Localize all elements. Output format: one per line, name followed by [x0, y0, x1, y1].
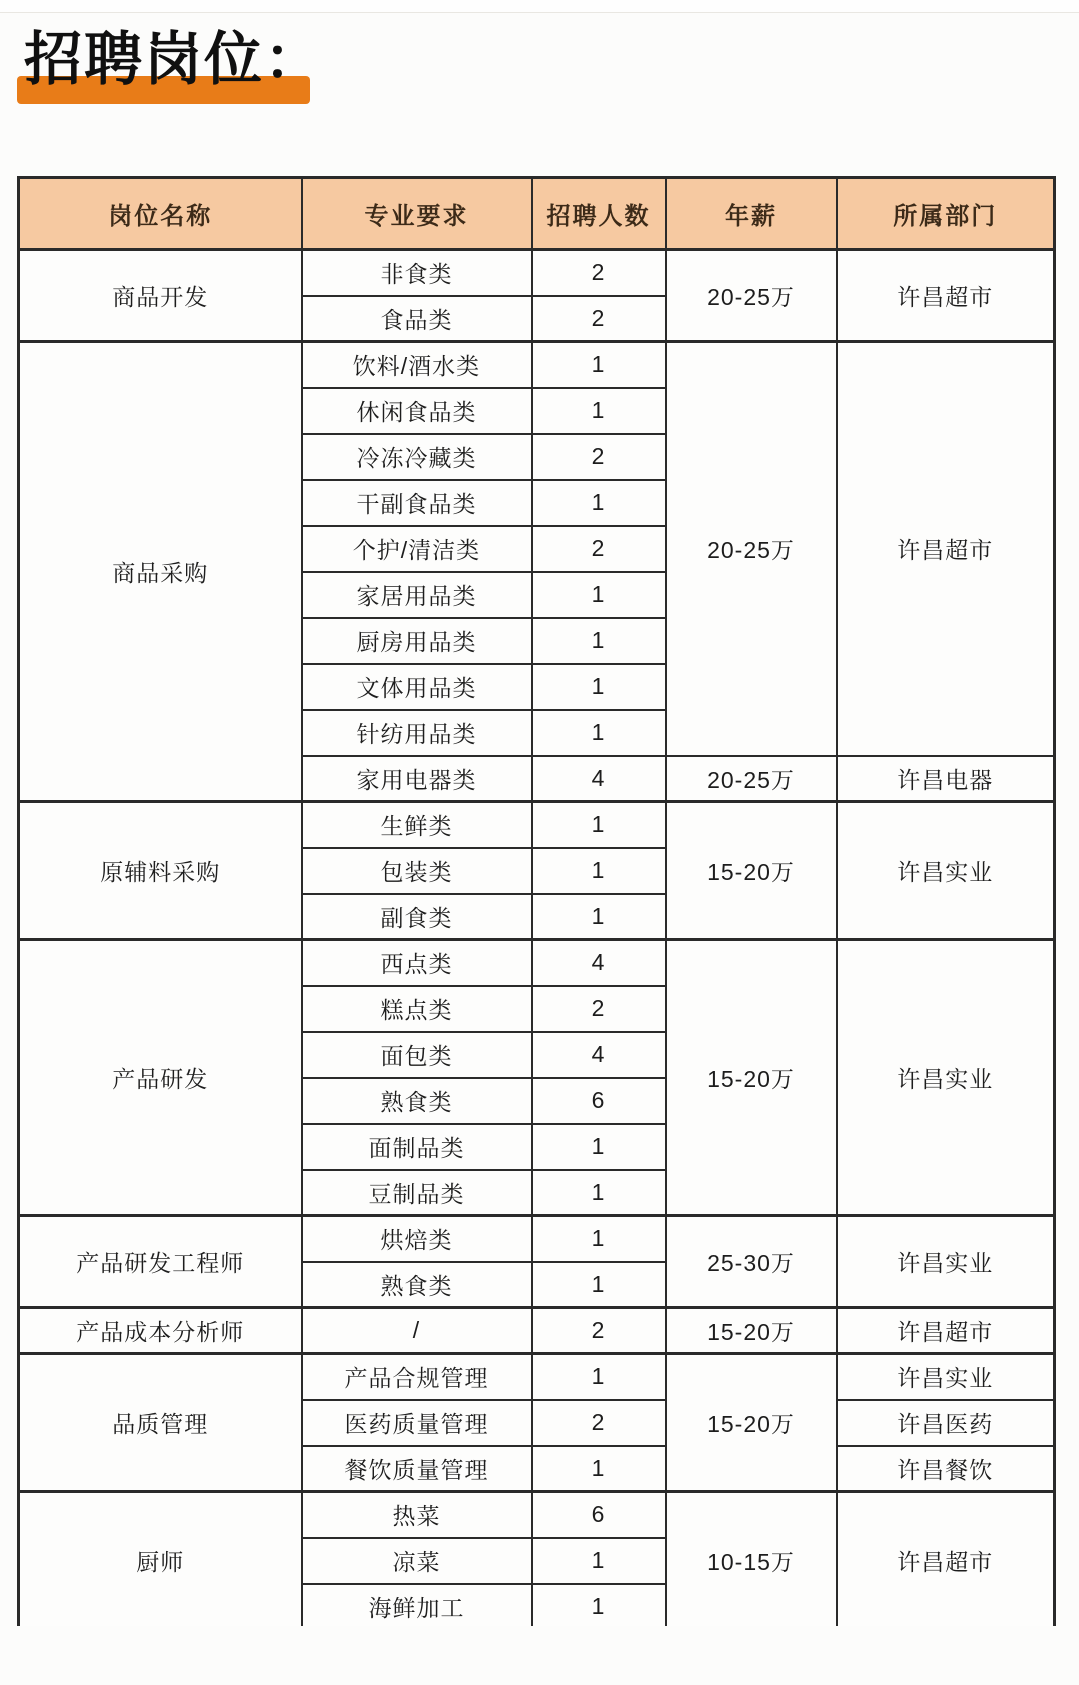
- column-header: 专业要求: [302, 178, 532, 250]
- table-header: [19, 178, 1055, 250]
- requirement-cell: 食品类: [302, 296, 532, 342]
- count-cell: 1: [532, 848, 666, 894]
- count-cell: 1: [532, 480, 666, 526]
- count-cell: 1: [532, 388, 666, 434]
- requirement-cell: 饮料/酒水类: [302, 342, 532, 388]
- page-title-text: 招聘岗位：: [24, 27, 325, 92]
- department-cell: 许昌电器: [837, 756, 1055, 802]
- requirement-cell: 凉菜: [302, 1538, 532, 1584]
- table-row: [19, 1354, 1055, 1400]
- count-cell: 1: [532, 1584, 666, 1627]
- table-row: [19, 250, 1055, 296]
- count-cell: 1: [532, 1262, 666, 1308]
- table-container: [17, 176, 1061, 1626]
- table-row: [19, 802, 1055, 848]
- column-header: 年薪: [666, 178, 837, 250]
- requirement-cell: 熟食类: [302, 1262, 532, 1308]
- count-cell: 2: [532, 296, 666, 342]
- requirement-cell: 面包类: [302, 1032, 532, 1078]
- department-cell: 许昌超市: [837, 1492, 1055, 1627]
- count-cell: 4: [532, 940, 666, 986]
- requirement-cell: /: [302, 1308, 532, 1354]
- position-cell: 产品研发工程师: [19, 1216, 302, 1308]
- table-row: [19, 342, 1055, 388]
- count-cell: 2: [532, 526, 666, 572]
- salary-cell: 15-20万: [666, 802, 837, 940]
- requirement-cell: 休闲食品类: [302, 388, 532, 434]
- department-cell: 许昌超市: [837, 1308, 1055, 1354]
- requirement-cell: 西点类: [302, 940, 532, 986]
- position-cell: 厨师: [19, 1492, 302, 1627]
- count-cell: 4: [532, 756, 666, 802]
- count-cell: 6: [532, 1078, 666, 1124]
- table-row: [19, 940, 1055, 986]
- table-row: [19, 1308, 1055, 1354]
- position-cell: 商品开发: [19, 250, 302, 342]
- count-cell: 1: [532, 618, 666, 664]
- salary-cell: 20-25万: [666, 250, 837, 342]
- table-row: [19, 1492, 1055, 1538]
- requirement-cell: 产品合规管理: [302, 1354, 532, 1400]
- count-cell: 2: [532, 1308, 666, 1354]
- requirement-cell: 冷冻冷藏类: [302, 434, 532, 480]
- department-cell: 许昌超市: [837, 342, 1055, 756]
- department-cell: 许昌实业: [837, 1354, 1055, 1400]
- department-cell: 许昌实业: [837, 802, 1055, 940]
- requirement-cell: 厨房用品类: [302, 618, 532, 664]
- table-body: [19, 250, 1055, 1627]
- department-cell: 许昌医药: [837, 1400, 1055, 1446]
- count-cell: 1: [532, 894, 666, 940]
- requirement-cell: 针纺用品类: [302, 710, 532, 756]
- position-cell: 品质管理: [19, 1354, 302, 1492]
- count-cell: 1: [532, 1216, 666, 1262]
- count-cell: 1: [532, 572, 666, 618]
- count-cell: 1: [532, 342, 666, 388]
- requirement-cell: 生鲜类: [302, 802, 532, 848]
- requirement-cell: 餐饮质量管理: [302, 1446, 532, 1492]
- count-cell: 2: [532, 434, 666, 480]
- count-cell: 2: [532, 1400, 666, 1446]
- position-cell: 产品成本分析师: [19, 1308, 302, 1354]
- salary-cell: 20-25万: [666, 756, 837, 802]
- requirement-cell: 热菜: [302, 1492, 532, 1538]
- requirement-cell: 文体用品类: [302, 664, 532, 710]
- recruitment-table: [17, 176, 1056, 1626]
- column-header: 岗位名称: [19, 178, 302, 250]
- count-cell: 1: [532, 802, 666, 848]
- requirement-cell: 非食类: [302, 250, 532, 296]
- count-cell: 2: [532, 986, 666, 1032]
- requirement-cell: 个护/清洁类: [302, 526, 532, 572]
- requirement-cell: 烘焙类: [302, 1216, 532, 1262]
- count-cell: 1: [532, 1446, 666, 1492]
- department-cell: 许昌实业: [837, 1216, 1055, 1308]
- column-header: 所属部门: [837, 178, 1055, 250]
- table-row: [19, 1216, 1055, 1262]
- department-cell: 许昌超市: [837, 250, 1055, 342]
- requirement-cell: 医药质量管理: [302, 1400, 532, 1446]
- salary-cell: 15-20万: [666, 1308, 837, 1354]
- count-cell: 1: [532, 710, 666, 756]
- requirement-cell: 面制品类: [302, 1124, 532, 1170]
- count-cell: 1: [532, 1354, 666, 1400]
- requirement-cell: 包装类: [302, 848, 532, 894]
- salary-cell: 10-15万: [666, 1492, 837, 1627]
- salary-cell: 15-20万: [666, 940, 837, 1216]
- requirement-cell: 干副食品类: [302, 480, 532, 526]
- requirement-cell: 海鲜加工: [302, 1584, 532, 1627]
- requirement-cell: 糕点类: [302, 986, 532, 1032]
- count-cell: 2: [532, 250, 666, 296]
- count-cell: 1: [532, 1538, 666, 1584]
- page-title: [24, 24, 324, 97]
- count-cell: 1: [532, 1124, 666, 1170]
- requirement-cell: 家居用品类: [302, 572, 532, 618]
- requirement-cell: 豆制品类: [302, 1170, 532, 1216]
- salary-cell: 15-20万: [666, 1354, 837, 1492]
- count-cell: 1: [532, 1170, 666, 1216]
- requirement-cell: 家用电器类: [302, 756, 532, 802]
- count-cell: 4: [532, 1032, 666, 1078]
- top-strip: [0, 0, 1079, 13]
- requirement-cell: 熟食类: [302, 1078, 532, 1124]
- salary-cell: 20-25万: [666, 342, 837, 756]
- position-cell: 产品研发: [19, 940, 302, 1216]
- department-cell: 许昌实业: [837, 940, 1055, 1216]
- requirement-cell: 副食类: [302, 894, 532, 940]
- count-cell: 6: [532, 1492, 666, 1538]
- column-header: 招聘人数: [532, 178, 666, 250]
- department-cell: 许昌餐饮: [837, 1446, 1055, 1492]
- count-cell: 1: [532, 664, 666, 710]
- salary-cell: 25-30万: [666, 1216, 837, 1308]
- position-cell: 商品采购: [19, 342, 302, 802]
- position-cell: 原辅料采购: [19, 802, 302, 940]
- table-header-row: [19, 178, 1055, 250]
